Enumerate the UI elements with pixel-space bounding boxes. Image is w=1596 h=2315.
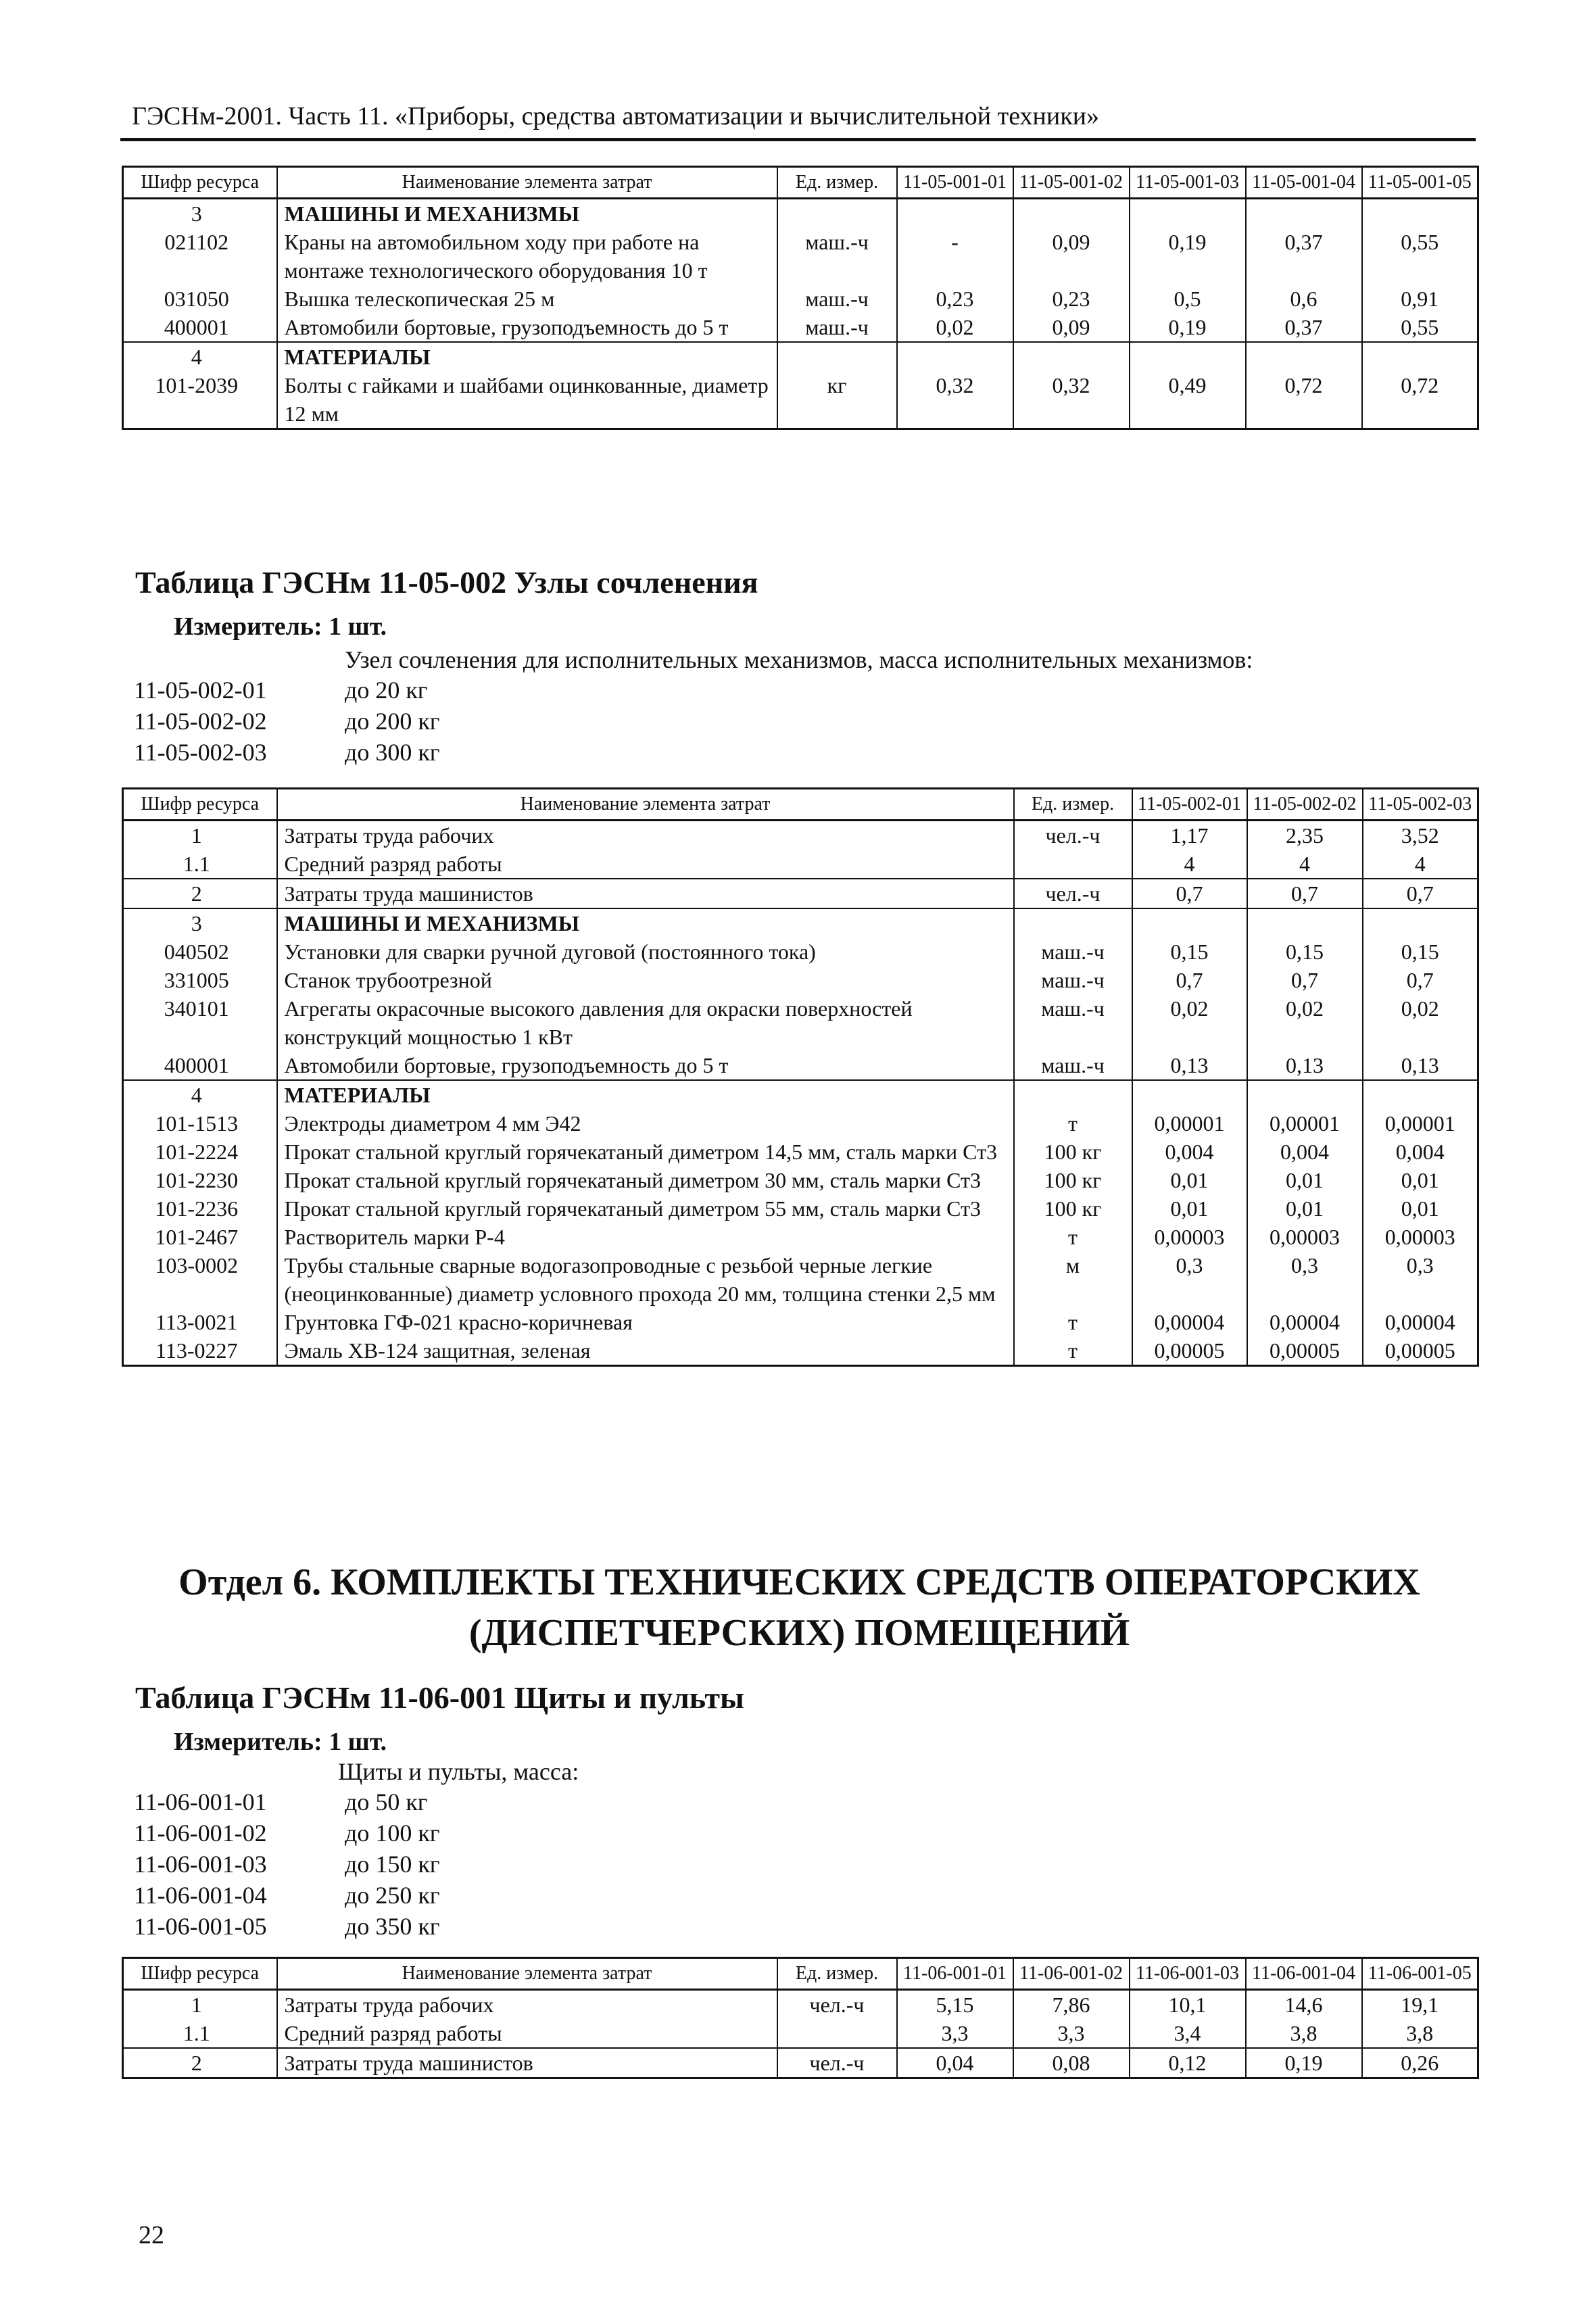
table-row bbox=[123, 1166, 1478, 1194]
variant-mass: до 50 кг bbox=[345, 1788, 428, 1816]
unit-cell: маш.-ч bbox=[777, 228, 897, 285]
variant-code: 11-06-001-05 bbox=[134, 1913, 267, 1940]
value-cell: 0,02 bbox=[1363, 994, 1478, 1051]
unit-cell: чел.-ч bbox=[1014, 879, 1132, 908]
value-cell: 0,02 bbox=[1247, 994, 1363, 1051]
table-title: Таблица ГЭСНм 11-05-002 Узлы сочленения bbox=[135, 565, 758, 600]
cost-element-name: МАТЕРИАЛЫ bbox=[277, 1080, 1014, 1109]
page-number: 22 bbox=[139, 2221, 164, 2249]
value-cell: 3,8 bbox=[1246, 2019, 1362, 2048]
value-cell: 0,00001 bbox=[1247, 1109, 1363, 1138]
variant-code: 11-06-001-03 bbox=[134, 1851, 267, 1878]
value-cell: 0,01 bbox=[1132, 1166, 1247, 1194]
resource-code: 331005 bbox=[123, 966, 277, 994]
unit-cell: маш.-ч bbox=[1014, 1051, 1132, 1080]
variant-mass: до 300 кг bbox=[345, 739, 440, 766]
value-cell: 0,02 bbox=[1132, 994, 1247, 1051]
value-cell: 0,12 bbox=[1130, 2048, 1246, 2078]
table-row bbox=[123, 342, 1478, 371]
value-cell: 0,04 bbox=[897, 2048, 1013, 2078]
table-header-row bbox=[123, 1958, 1478, 1990]
value-cell: 0,004 bbox=[1363, 1138, 1478, 1166]
cost-element-name: Краны на автомобильном ходу при работе на монтаже технологического оборудования 10 т bbox=[277, 228, 777, 285]
resource-code: 400001 bbox=[123, 313, 277, 342]
value-cell: 0,15 bbox=[1132, 937, 1247, 966]
value-cell: 0,01 bbox=[1247, 1194, 1363, 1223]
table-header-row bbox=[123, 167, 1478, 199]
value-cell: 0,55 bbox=[1362, 313, 1478, 342]
value-cell: 19,1 bbox=[1362, 1990, 1478, 2020]
cost-element-name: Затраты труда рабочих bbox=[277, 1990, 777, 2020]
value-cell: 0,32 bbox=[1013, 371, 1130, 429]
value-cell bbox=[1246, 199, 1362, 228]
value-cell: 0,3 bbox=[1363, 1251, 1478, 1308]
resource-code: 101-2236 bbox=[123, 1194, 277, 1223]
value-cell: 0,01 bbox=[1363, 1166, 1478, 1194]
value-cell: 4 bbox=[1247, 850, 1363, 879]
header-norm-code: 11-06-001-01 bbox=[897, 1958, 1013, 1990]
resource-code: 340101 bbox=[123, 994, 277, 1051]
table-title: Таблица ГЭСНм 11-06-001 Щиты и пульты bbox=[135, 1680, 744, 1715]
table-row bbox=[123, 2048, 1478, 2078]
variant-code: 11-05-002-02 bbox=[134, 708, 267, 735]
cost-element-name: Станок трубоотрезной bbox=[277, 966, 1014, 994]
value-cell bbox=[1130, 342, 1246, 371]
cost-element-name: Эмаль ХВ-124 защитная, зеленая bbox=[277, 1336, 1014, 1366]
unit-cell: маш.-ч bbox=[777, 313, 897, 342]
table-row bbox=[123, 908, 1478, 937]
header-norm-code: 11-05-001-04 bbox=[1246, 167, 1362, 199]
value-cell bbox=[897, 342, 1013, 371]
value-cell: 3,52 bbox=[1363, 821, 1478, 850]
header-resource-code: Шифр ресурса bbox=[123, 1958, 277, 1990]
header-cost-element: Наименование элемента затрат bbox=[277, 167, 777, 199]
unit-cell: 100 кг bbox=[1014, 1194, 1132, 1223]
resource-code: 113-0227 bbox=[123, 1336, 277, 1366]
resource-code: 3 bbox=[123, 199, 277, 228]
table-row bbox=[123, 1080, 1478, 1109]
table-row bbox=[123, 228, 1478, 285]
value-cell: 0,00005 bbox=[1132, 1336, 1247, 1366]
table-row bbox=[123, 937, 1478, 966]
unit-cell: маш.-ч bbox=[1014, 994, 1132, 1051]
table-row bbox=[123, 2019, 1478, 2048]
header-unit: Ед. измер. bbox=[777, 167, 897, 199]
value-cell: 4 bbox=[1132, 850, 1247, 879]
unit-cell: чел.-ч bbox=[1014, 821, 1132, 850]
value-cell: 0,32 bbox=[897, 371, 1013, 429]
value-cell: 0,00001 bbox=[1363, 1109, 1478, 1138]
cost-element-name: Агрегаты окрасочные высокого давления для окраски поверхностей конструкций мощностью 1 кВт bbox=[277, 994, 1014, 1051]
value-cell: 0,01 bbox=[1247, 1166, 1363, 1194]
value-cell: 0,01 bbox=[1132, 1194, 1247, 1223]
value-cell: 0,72 bbox=[1362, 371, 1478, 429]
value-cell: 3,3 bbox=[1013, 2019, 1130, 2048]
value-cell: 0,7 bbox=[1363, 966, 1478, 994]
value-cell: 0,7 bbox=[1132, 879, 1247, 908]
variant-code: 11-06-001-02 bbox=[134, 1820, 267, 1847]
unit-cell bbox=[1014, 850, 1132, 879]
value-cell: 0,00004 bbox=[1247, 1308, 1363, 1336]
value-cell bbox=[1247, 908, 1363, 937]
resource-code: 1.1 bbox=[123, 2019, 277, 2048]
cost-element-name: Вышка телескопическая 25 м bbox=[277, 285, 777, 313]
resource-code: 4 bbox=[123, 1080, 277, 1109]
value-cell bbox=[1130, 199, 1246, 228]
header-resource-code: Шифр ресурса bbox=[123, 789, 277, 821]
variant-code: 11-06-001-01 bbox=[134, 1788, 267, 1816]
unit-cell bbox=[777, 342, 897, 371]
cost-element-name: Болты с гайками и шайбами оцинкованные, диаметр 12 мм bbox=[277, 371, 777, 429]
header-norm-code: 11-06-001-05 bbox=[1362, 1958, 1478, 1990]
variant-mass: до 100 кг bbox=[345, 1820, 440, 1847]
value-cell: 0,5 bbox=[1130, 285, 1246, 313]
cost-element-name: Растворитель марки Р-4 bbox=[277, 1223, 1014, 1251]
header-norm-code: 11-05-001-02 bbox=[1013, 167, 1130, 199]
value-cell bbox=[1132, 1080, 1247, 1109]
value-cell: - bbox=[897, 228, 1013, 285]
table-row bbox=[123, 821, 1478, 850]
variant-mass: до 20 кг bbox=[345, 677, 428, 704]
resource-code: 040502 bbox=[123, 937, 277, 966]
header-norm-code: 11-05-001-01 bbox=[897, 167, 1013, 199]
table-row bbox=[123, 966, 1478, 994]
value-cell: 0,01 bbox=[1363, 1194, 1478, 1223]
unit-cell: т bbox=[1014, 1336, 1132, 1366]
value-cell: 0,02 bbox=[897, 313, 1013, 342]
value-cell: 3,4 bbox=[1130, 2019, 1246, 2048]
table-row bbox=[123, 1194, 1478, 1223]
value-cell: 0,3 bbox=[1247, 1251, 1363, 1308]
table-row bbox=[123, 371, 1478, 429]
header-cost-element: Наименование элемента затрат bbox=[277, 1958, 777, 1990]
value-cell: 14,6 bbox=[1246, 1990, 1362, 2020]
value-cell: 0,49 bbox=[1130, 371, 1246, 429]
value-cell: 0,15 bbox=[1247, 937, 1363, 966]
header-norm-code: 11-06-001-04 bbox=[1246, 1958, 1362, 1990]
resource-code: 101-2224 bbox=[123, 1138, 277, 1166]
value-cell: 0,72 bbox=[1246, 371, 1362, 429]
unit-cell: кг bbox=[777, 371, 897, 429]
unit-cell bbox=[1014, 908, 1132, 937]
table-row bbox=[123, 1251, 1478, 1308]
value-cell: 10,1 bbox=[1130, 1990, 1246, 2020]
value-cell: 0,6 bbox=[1246, 285, 1362, 313]
resource-code: 3 bbox=[123, 908, 277, 937]
unit-cell: т bbox=[1014, 1308, 1132, 1336]
cost-element-name: Средний разряд работы bbox=[277, 850, 1014, 879]
variant-mass: до 200 кг bbox=[345, 708, 440, 735]
table-row bbox=[123, 879, 1478, 908]
value-cell bbox=[1246, 342, 1362, 371]
value-cell: 0,00004 bbox=[1132, 1308, 1247, 1336]
value-cell: 0,55 bbox=[1362, 228, 1478, 285]
value-cell: 3,3 bbox=[897, 2019, 1013, 2048]
value-cell: 0,37 bbox=[1246, 228, 1362, 285]
cost-element-name: Автомобили бортовые, грузоподъемность до 5 т bbox=[277, 1051, 1014, 1080]
cost-element-name: Средний разряд работы bbox=[277, 2019, 777, 2048]
table-row bbox=[123, 285, 1478, 313]
value-cell: 0,13 bbox=[1132, 1051, 1247, 1080]
header-rule bbox=[120, 138, 1476, 141]
table-row bbox=[123, 1109, 1478, 1138]
table-row bbox=[123, 1308, 1478, 1336]
value-cell bbox=[1362, 199, 1478, 228]
unit-cell: м bbox=[1014, 1251, 1132, 1308]
unit-cell bbox=[777, 199, 897, 228]
value-cell: 4 bbox=[1363, 850, 1478, 879]
value-cell bbox=[1013, 199, 1130, 228]
value-cell: 0,08 bbox=[1013, 2048, 1130, 2078]
resource-code: 1 bbox=[123, 821, 277, 850]
unit-cell: чел.-ч bbox=[777, 2048, 897, 2078]
table-row bbox=[123, 1138, 1478, 1166]
value-cell: 0,15 bbox=[1363, 937, 1478, 966]
header-norm-code: 11-05-002-01 bbox=[1132, 789, 1247, 821]
resource-code: 4 bbox=[123, 342, 277, 371]
value-cell: 0,00003 bbox=[1247, 1223, 1363, 1251]
header-resource-code: Шифр ресурса bbox=[123, 167, 277, 199]
unit-cell bbox=[777, 2019, 897, 2048]
header-unit: Ед. измер. bbox=[777, 1958, 897, 1990]
header-norm-code: 11-05-002-03 bbox=[1363, 789, 1478, 821]
resource-table-11-06-001 bbox=[122, 1957, 1479, 2079]
meter-label: Измеритель: 1 шт. bbox=[174, 612, 387, 641]
cost-element-name: Трубы стальные сварные водогазопроводные с резьбой черные легкие (неоцинкованные) диаметр условного прохода 20 мм, толщина стенки 2,5 мм bbox=[277, 1251, 1014, 1308]
variant-mass: до 250 кг bbox=[345, 1882, 440, 1909]
resource-code: 101-2230 bbox=[123, 1166, 277, 1194]
value-cell bbox=[897, 199, 1013, 228]
value-cell: 0,91 bbox=[1362, 285, 1478, 313]
unit-cell: маш.-ч bbox=[1014, 937, 1132, 966]
value-cell: 5,15 bbox=[897, 1990, 1013, 2020]
resource-code: 103-0002 bbox=[123, 1251, 277, 1308]
header-norm-code: 11-05-001-03 bbox=[1130, 167, 1246, 199]
value-cell bbox=[1363, 908, 1478, 937]
value-cell: 0,7 bbox=[1363, 879, 1478, 908]
running-header: ГЭСНм-2001. Часть 11. «Приборы, средства автоматизации и вычислительной техники» bbox=[132, 102, 1100, 130]
unit-cell: маш.-ч bbox=[777, 285, 897, 313]
cost-element-name: Затраты труда машинистов bbox=[277, 879, 1014, 908]
value-cell: 0,004 bbox=[1247, 1138, 1363, 1166]
value-cell: 0,19 bbox=[1246, 2048, 1362, 2078]
value-cell: 0,13 bbox=[1363, 1051, 1478, 1080]
value-cell: 0,00005 bbox=[1247, 1336, 1363, 1366]
unit-cell: чел.-ч bbox=[777, 1990, 897, 2020]
header-cost-element: Наименование элемента затрат bbox=[277, 789, 1014, 821]
resource-code: 2 bbox=[123, 879, 277, 908]
value-cell: 0,7 bbox=[1247, 879, 1363, 908]
unit-cell bbox=[1014, 1080, 1132, 1109]
value-cell: 0,09 bbox=[1013, 313, 1130, 342]
resource-code: 101-1513 bbox=[123, 1109, 277, 1138]
variant-code: 11-06-001-04 bbox=[134, 1882, 267, 1909]
unit-cell: маш.-ч bbox=[1014, 966, 1132, 994]
resource-table-11-05-001 bbox=[122, 166, 1479, 430]
meter-label: Измеритель: 1 шт. bbox=[174, 1728, 387, 1756]
header-norm-code: 11-06-001-03 bbox=[1130, 1958, 1246, 1990]
value-cell: 2,35 bbox=[1247, 821, 1363, 850]
table-row bbox=[123, 1223, 1478, 1251]
value-cell: 0,26 bbox=[1362, 2048, 1478, 2078]
table-row bbox=[123, 313, 1478, 342]
table-description: Узел сочленения для исполнительных механизмов, масса исполнительных механизмов: bbox=[345, 646, 1253, 673]
unit-cell: 100 кг bbox=[1014, 1166, 1132, 1194]
value-cell: 0,13 bbox=[1247, 1051, 1363, 1080]
value-cell: 0,7 bbox=[1247, 966, 1363, 994]
value-cell: 7,86 bbox=[1013, 1990, 1130, 2020]
table-row bbox=[123, 1336, 1478, 1366]
variant-code: 11-05-002-01 bbox=[134, 677, 267, 704]
value-cell: 0,37 bbox=[1246, 313, 1362, 342]
resource-code: 1.1 bbox=[123, 850, 277, 879]
cost-element-name: МАТЕРИАЛЫ bbox=[277, 342, 777, 371]
table-row bbox=[123, 199, 1478, 228]
header-norm-code: 11-05-001-05 bbox=[1362, 167, 1478, 199]
cost-element-name: Автомобили бортовые, грузоподъемность до 5 т bbox=[277, 313, 777, 342]
unit-cell: 100 кг bbox=[1014, 1138, 1132, 1166]
resource-table-11-05-002 bbox=[122, 787, 1479, 1367]
value-cell: 0,19 bbox=[1130, 313, 1246, 342]
table-row bbox=[123, 994, 1478, 1051]
value-cell: 0,00004 bbox=[1363, 1308, 1478, 1336]
value-cell: 0,09 bbox=[1013, 228, 1130, 285]
value-cell: 0,00003 bbox=[1363, 1223, 1478, 1251]
header-norm-code: 11-06-001-02 bbox=[1013, 1958, 1130, 1990]
resource-code: 101-2467 bbox=[123, 1223, 277, 1251]
value-cell bbox=[1013, 342, 1130, 371]
value-cell bbox=[1362, 342, 1478, 371]
table-description: Щиты и пульты, масса: bbox=[338, 1758, 579, 1785]
value-cell: 1,17 bbox=[1132, 821, 1247, 850]
value-cell: 0,004 bbox=[1132, 1138, 1247, 1166]
cost-element-name: МАШИНЫ И МЕХАНИЗМЫ bbox=[277, 199, 777, 228]
cost-element-name: Затраты труда рабочих bbox=[277, 821, 1014, 850]
cost-element-name: МАШИНЫ И МЕХАНИЗМЫ bbox=[277, 908, 1014, 937]
value-cell: 0,3 bbox=[1132, 1251, 1247, 1308]
cost-element-name: Прокат стальной круглый горячекатаный диметром 14,5 мм, сталь марки Ст3 bbox=[277, 1138, 1014, 1166]
table-row bbox=[123, 1990, 1478, 2020]
unit-cell: т bbox=[1014, 1109, 1132, 1138]
resource-code: 113-0021 bbox=[123, 1308, 277, 1336]
resource-code: 1 bbox=[123, 1990, 277, 2020]
cost-element-name: Грунтовка ГФ-021 красно-коричневая bbox=[277, 1308, 1014, 1336]
value-cell: 0,23 bbox=[897, 285, 1013, 313]
value-cell: 3,8 bbox=[1362, 2019, 1478, 2048]
value-cell bbox=[1363, 1080, 1478, 1109]
table-header-row bbox=[123, 789, 1478, 821]
value-cell: 0,00005 bbox=[1363, 1336, 1478, 1366]
cost-element-name: Прокат стальной круглый горячекатаный диметром 30 мм, сталь марки Ст3 bbox=[277, 1166, 1014, 1194]
header-unit: Ед. измер. bbox=[1014, 789, 1132, 821]
variant-mass: до 150 кг bbox=[345, 1851, 440, 1878]
cost-element-name: Электроды диаметром 4 мм Э42 bbox=[277, 1109, 1014, 1138]
value-cell bbox=[1132, 908, 1247, 937]
resource-code: 031050 bbox=[123, 285, 277, 313]
department-title-line-2: (ДИСПЕТЧЕРСКИХ) ПОМЕЩЕНИЙ bbox=[468, 1612, 1130, 1654]
resource-code: 101-2039 bbox=[123, 371, 277, 429]
table-row bbox=[123, 1051, 1478, 1080]
value-cell bbox=[1247, 1080, 1363, 1109]
variant-mass: до 350 кг bbox=[345, 1913, 440, 1940]
value-cell: 0,19 bbox=[1130, 228, 1246, 285]
cost-element-name: Затраты труда машинистов bbox=[277, 2048, 777, 2078]
header-norm-code: 11-05-002-02 bbox=[1247, 789, 1363, 821]
cost-element-name: Прокат стальной круглый горячекатаный диметром 55 мм, сталь марки Ст3 bbox=[277, 1194, 1014, 1223]
unit-cell: т bbox=[1014, 1223, 1132, 1251]
resource-code: 400001 bbox=[123, 1051, 277, 1080]
variant-code: 11-05-002-03 bbox=[134, 739, 267, 766]
resource-code: 2 bbox=[123, 2048, 277, 2078]
cost-element-name: Установки для сварки ручной дуговой (постоянного тока) bbox=[277, 937, 1014, 966]
value-cell: 0,00001 bbox=[1132, 1109, 1247, 1138]
value-cell: 0,23 bbox=[1013, 285, 1130, 313]
resource-code: 021102 bbox=[123, 228, 277, 285]
table-row bbox=[123, 850, 1478, 879]
department-title-line-1: Отдел 6. КОМПЛЕКТЫ ТЕХНИЧЕСКИХ СРЕДСТВ ОПЕРАТОРСКИХ bbox=[178, 1561, 1420, 1603]
value-cell: 0,00003 bbox=[1132, 1223, 1247, 1251]
value-cell: 0,7 bbox=[1132, 966, 1247, 994]
